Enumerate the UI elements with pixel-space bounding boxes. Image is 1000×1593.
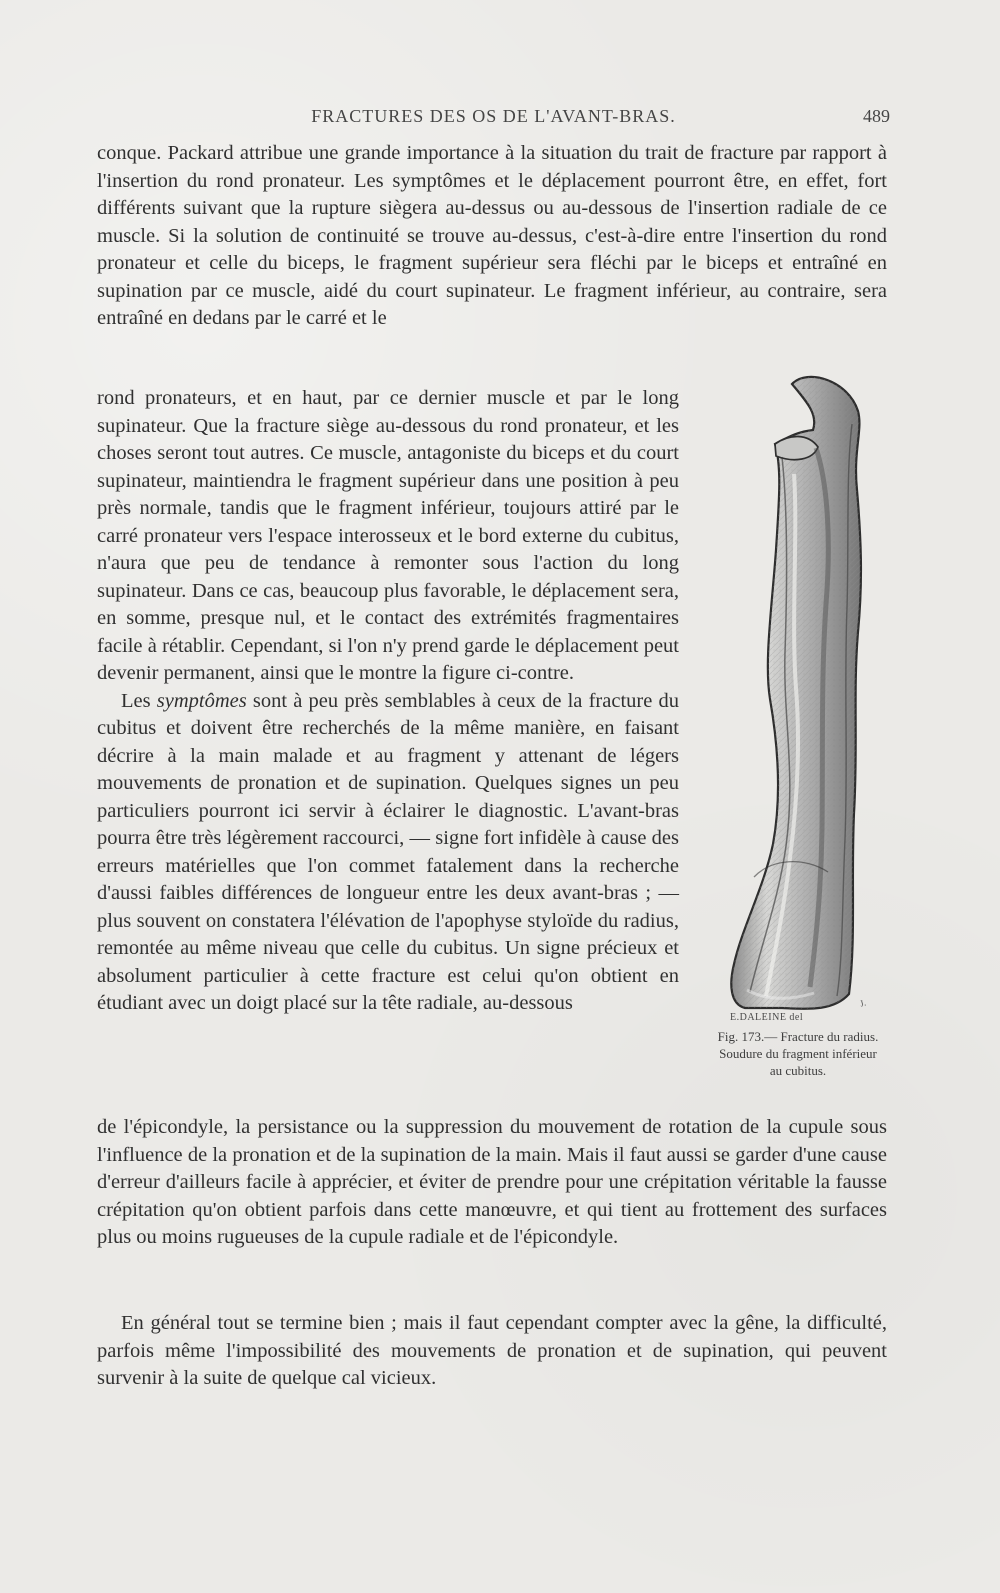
paragraph-4: En général tout se termine bien ; mais il faut cependant compter avec la gêne, la difficulté, parfois même l'impossibilité des mouvements de pronation et de supination, qui peuvent survenir à la suite de quelque cal vicieux.: [97, 1312, 887, 1389]
paragraph-3-start: Les: [121, 689, 157, 712]
paragraph-3: [97, 688, 679, 1018]
paragraph-3-rest: sont à peu près semblables à ceux de la fracture du cubitus et doivent être recherchés de la même manière, en faisant décrire à la main malade et au fragment y attenant de légers mouvements de pronation et de supination. Quelques signes un peu particuliers pourront ici servir à éclairer le diagnostic. L'avant-bras pourra être très légèrement raccourci, — signe fort infidèle à cause des erreurs matérielles que l'on commet fatalement dans la recherche d'aussi faibles différences de longueur entre les deux avant-bras ; — plus souvent on constatera l'élévation de l'apophyse styloïde du radius, remontée au même niveau que celle du cubitus. Un signe précieux et absolument particulier à cette fracture est celui qu'on obtient en étudiant avec un doigt placé sur la tête radiale, au-dessous: [97, 689, 679, 1014]
final-text-block: [97, 1310, 887, 1393]
italic-symptoms: symptômes: [156, 689, 247, 712]
paragraph-2: rond pronateurs, et en haut, par ce dernier muscle et par le long supinateur. Que la fracture siège au-dessous du rond pronateur, et les choses seront tout autres. Ce muscle, antagoniste du biceps et du court supinateur, maintiendra le fragment supérieur dans une position à peu près normale, tandis que le fragment inférieur, toujours attiré par le carré pronateur vers l'espace interosseux et le bord externe du cubitus, n'aura que peu de tendance à remonter sous l'action du long supinateur. Dans ce cas, beaucoup plus favorable, le déplacement sera, en somme, presque nul, et le contact des extrémités fragmentaires facile à rétablir. Cependant, si l'on n'y prend garde le déplacement peut devenir permanent, ainsi que le montre la figure ci-contre.: [97, 387, 679, 684]
figure-caption: [712, 1028, 884, 1079]
wrapped-text-block: [97, 385, 679, 1018]
running-title: FRACTURES DES OS DE L'AVANT-BRAS.: [311, 106, 676, 126]
paragraph-1: conque. Packard attribue une grande importance à la situation du trait de fracture par rapport à l'insertion du rond pronateur. Les symptômes et le déplacement pourront être, en effet, fort différents suivant que la rupture siègera au-dessus ou au-dessous de l'insertion radiale de ce muscle. Si la solution de continuité se trouve au-dessus, c'est-à-dire entre l'insertion du rond pronateur et celle du biceps, le fragment supérieur sera fléchi par le biceps et entraîné en supination par ce muscle, aidé du court supinateur. Le fragment inférieur, au contraire, sera entraîné en dedans par le carré et le: [97, 142, 887, 329]
radial-head-shape: [775, 436, 818, 459]
paragraph-3-continued: de l'épicondyle, la persistance ou la suppression du mouvement de rotation de la cupule sous l'influence de la pronation et de la supination de la main. Mais il faut aussi se garder d'une cause d'erreur d'ailleurs facile à apprécier, et éviter de prendre pour une crépitation véritable la fausse crépitation qu'on obtient parfois dans cette manœuvre, et qui tient au frottement des surfaces plus ou moins rugueuses de la cupule radiale et de l'épicondyle.: [97, 1116, 887, 1248]
top-text-block: [97, 140, 887, 333]
figure-label: Fig. 173.: [717, 1029, 765, 1044]
page-header: [97, 106, 890, 134]
engraver-signature: J.: [858, 997, 867, 1009]
illustration-artist-credit: E.DALEINE del: [730, 1012, 804, 1023]
page-number: 489: [863, 106, 890, 126]
figure-caption-text: — Fracture du radius. Soudure du fragment inférieur au cubitus.: [719, 1029, 879, 1078]
figure-fracture-radius: [712, 372, 900, 1082]
bone-illustration: [712, 372, 882, 1022]
lower-text-block: [97, 1114, 887, 1252]
